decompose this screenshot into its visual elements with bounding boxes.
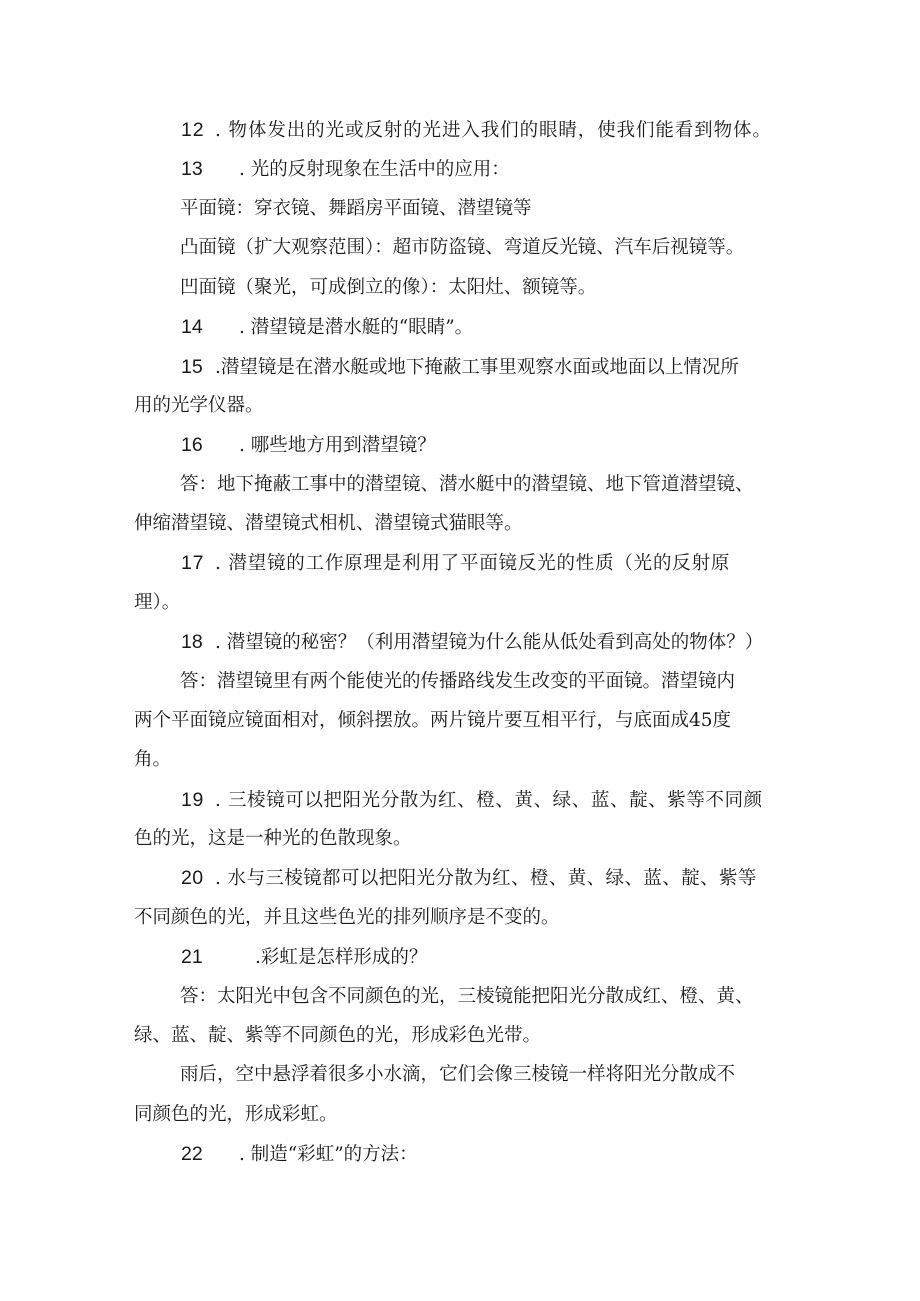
item-13-line: [181, 155, 510, 183]
item-19-continued: 色的光，这是一种光的色散现象。: [134, 828, 412, 849]
item-17-line: [181, 549, 730, 577]
item-text: . 潜望镜的工作原理是利用了平面镜反光的性质（光的反射原: [215, 553, 731, 574]
item-12-line: [181, 116, 772, 144]
item-text: . 物体发出的光或反射的光进入我们的眼睛，使我们能看到物体。: [215, 120, 772, 141]
item-number: 17: [181, 552, 205, 574]
item-number: 14: [181, 316, 203, 338]
item-number: 18: [181, 631, 203, 653]
answer-18-line-2: 两个平面镜应镜面相对，倾斜摆放。两片镜片要互相平行，与底面成45度: [134, 710, 732, 731]
answer-16-line-2: 伸缩潜望镜、潜望镜式相机、潜望镜式猫眼等。: [134, 513, 523, 534]
item-16-line: [181, 431, 436, 459]
item-text: . 光的反射现象在生活中的应用：: [239, 159, 510, 180]
item-20-line: [181, 864, 757, 892]
item-22-line: [181, 1140, 418, 1168]
item-text: . 哪些地方用到潜望镜？: [239, 435, 436, 456]
item-text: . 水与三棱镜都可以把阳光分散为红、橙、黄、绿、蓝、靛、紫等: [215, 868, 757, 889]
answer-18-line-3: 角。: [134, 749, 172, 770]
item-number: 15: [181, 356, 203, 378]
item-text: . 制造“彩虹”的方法：: [239, 1144, 418, 1165]
convex-mirror-line: 凸面镜（扩大观察范围）：超市防盗镜、弯道反光镜、汽车后视镜等。: [180, 237, 745, 258]
item-19-line: [181, 786, 763, 814]
item-text: . 潜望镜是潜水艇的“眼睛”。: [239, 317, 474, 338]
answer-16-line-1: 答：地下掩蔽工事中的潜望镜、潜水艇中的潜望镜、地下管道潜望镜、: [180, 474, 754, 495]
item-14-line: [181, 313, 473, 341]
item-number: 16: [181, 434, 203, 456]
item-15-continued: 用的光学仪器。: [134, 395, 264, 416]
item-17-continued: 理）。: [134, 592, 181, 613]
concave-mirror-line: 凹面镜（聚光，可成倒立的像）：太阳灶、额镜等。: [180, 277, 597, 298]
item-number: 12: [181, 119, 205, 141]
rainbow-paragraph-line-2: 同颜色的光，形成彩虹。: [134, 1104, 338, 1125]
answer-21-line-1: 答：太阳光中包含不同颜色的光，三棱镜能把阳光分散成红、橙、黄、: [180, 986, 754, 1007]
item-text: .彩虹是怎样形成的？: [255, 947, 428, 968]
item-text: .潜望镜是在潜水艇或地下掩蔽工事里观察水面或地面以上情况所: [215, 357, 739, 378]
item-number: 19: [181, 789, 204, 811]
item-number: 21: [181, 946, 203, 968]
item-number: 13: [181, 158, 203, 180]
item-21-line: [181, 943, 427, 971]
rainbow-paragraph-line-1: 雨后，空中悬浮着很多小水滴，它们会像三棱镜一样将阳光分散成不: [180, 1064, 736, 1085]
answer-21-line-2: 绿、蓝、靛、紫等不同颜色的光，形成彩色光带。: [134, 1025, 542, 1046]
item-text: . 三棱镜可以把阳光分散为红、橙、黄、绿、蓝、靛、紫等不同颜: [215, 790, 763, 811]
answer-18-line-1: 答：潜望镜里有两个能使光的传播路线发生改变的平面镜。潜望镜内: [180, 671, 736, 692]
item-number: 22: [181, 1143, 203, 1165]
item-text: . 潜望镜的秘密？（利用潜望镜为什么能从低处看到高处的物体？）: [215, 632, 764, 653]
item-18-line: [181, 628, 763, 656]
item-number: 20: [181, 867, 204, 889]
item-15-line: [181, 353, 739, 381]
item-20-continued: 不同颜色的光，并且这些色光的排列顺序是不变的。: [134, 907, 560, 928]
flat-mirror-line: 平面镜：穿衣镜、舞蹈房平面镜、潜望镜等: [180, 198, 532, 219]
